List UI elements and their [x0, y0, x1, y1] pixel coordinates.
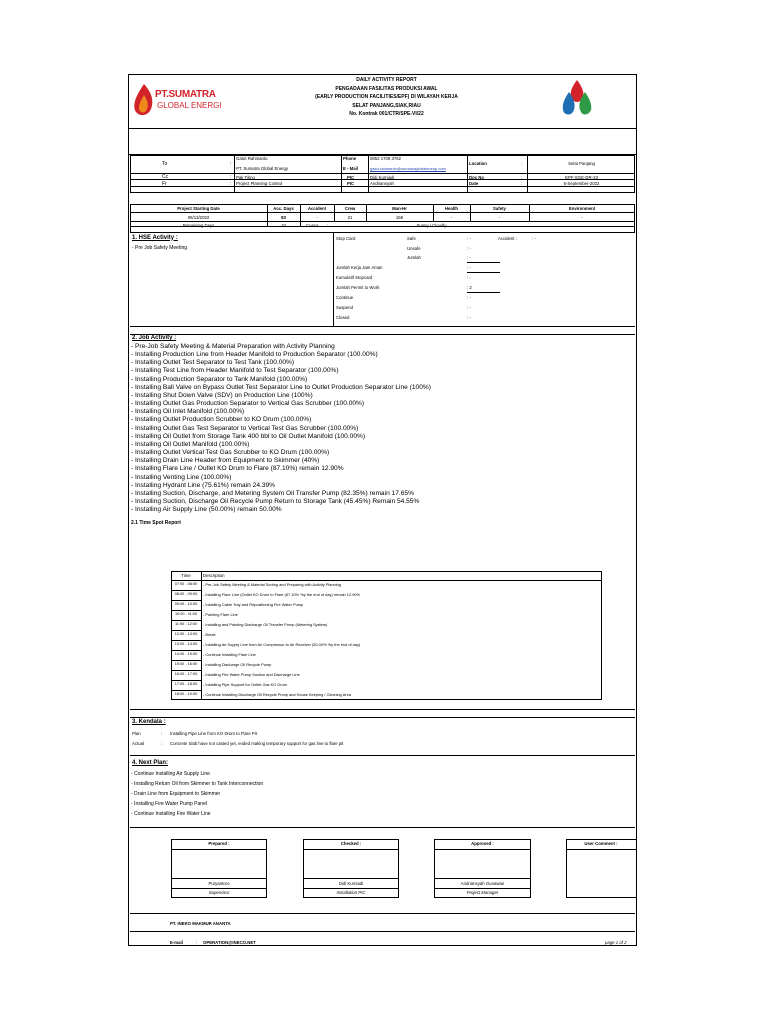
- job-item: - Installing Test Line from Header Manifold to Test Separator (100.00%): [131, 367, 339, 375]
- stats-header-safety: Safety: [493, 206, 506, 211]
- date-value: 5-September-2022: [563, 181, 600, 186]
- stats-header-crew: Crew: [344, 206, 356, 211]
- job-item: - Pre-Job Safety Meeting & Material Preparation with Activity Planning: [131, 343, 335, 350]
- stats-env: -: [581, 214, 583, 220]
- kumulatif-label: Kumulatif Stopcard: [336, 275, 373, 280]
- next-item: - Continue Installing Air Supply Line: [131, 771, 210, 777]
- checked-label: Checked :: [340, 841, 362, 846]
- report-subtitle-2: (EARLY PRODUCTION FACILITIES/EPF) DI WILAYAH KERJA: [315, 94, 458, 100]
- stats-header-accident: Accident: [307, 206, 327, 211]
- docno-colon: :: [521, 174, 523, 180]
- stats-accident: -: [316, 214, 318, 220]
- email-link[interactable]: gatot.rahmanto@sumatraglobalenergi.com: [370, 166, 446, 171]
- date-label: Date: [469, 181, 479, 186]
- flame-logo-icon: [132, 83, 156, 119]
- fr-value: Project Planning Control: [236, 181, 283, 186]
- actual-colon: :: [161, 741, 163, 746]
- report-title: DAILY ACTIVITY REPORT: [356, 77, 417, 83]
- footer-email-colon: :: [196, 940, 198, 945]
- checked-name: Didi Kurniadi: [338, 880, 364, 886]
- timespot-header-desc: Description: [203, 573, 225, 578]
- fr-colon: :: [230, 180, 232, 187]
- safe-value: : -: [467, 236, 471, 241]
- job-item: - Installing Venting Line (100.00%): [131, 473, 232, 481]
- jumlah-label: Jumlah: [407, 255, 421, 260]
- ptw-value: : 2: [467, 285, 472, 290]
- stats-acc: 83: [281, 214, 286, 220]
- jam-aman-value: : -: [467, 265, 471, 270]
- user-comment-box: [566, 839, 636, 898]
- stats-header-acc: Acc. Days: [273, 206, 294, 211]
- timespot-desc: - Break: [203, 632, 216, 638]
- suspend-label: Suspend: [336, 304, 353, 310]
- stats-header-manhr: Man-Hr: [392, 206, 407, 211]
- location-label: Location: [469, 161, 487, 166]
- stats-start: 08/13/2022: [187, 214, 210, 220]
- pic-value-2: Andriansyah: [370, 181, 394, 186]
- stats-safety: -: [498, 214, 501, 220]
- timespot-desc: - Continue Installing Discharge Oil Recycle Pump and House Keeping / Cleaning Area: [203, 692, 351, 698]
- job-item: - Installing Oil Inlet Manifold (100.00%): [131, 408, 245, 416]
- job-item: - Installing Hydrant Line (75.61%) remain 24.39%: [131, 481, 276, 489]
- job-item: - Installing Outlet Gas Production Separator to Vertical Gas Scrubber (100.00%): [131, 400, 365, 408]
- unsafe-label: Unsafe: [407, 246, 421, 251]
- timespot-time: 12:00 - 13:00: [174, 632, 198, 637]
- fr-label: Fr: [162, 180, 167, 187]
- stats-header-health: Health: [444, 206, 459, 211]
- to-name: Gatot Rahmanto: [236, 156, 268, 161]
- next-item: - Continue Installing Fire Water Line: [131, 811, 211, 818]
- footer-email-label: E-mail: [170, 940, 183, 945]
- timespot-desc: - Installing Pipe Support for Outlet Gas KO Drum: [203, 682, 287, 688]
- timespot-title: 2.1 Time Spot Report: [131, 520, 181, 526]
- job-item: - Installing Production Separator to Tank Manifold (100.00%): [131, 375, 308, 383]
- suspend-value: : -: [467, 304, 471, 310]
- drops-logo-icon: [560, 78, 594, 120]
- remaining-value: 10: [281, 222, 286, 228]
- timespot-desc: - Pre-Job Safety Meeting & Material Sorting and Preparing with Activity Planning: [203, 582, 341, 588]
- timespot-desc: - Installing Discharge Oil Recycle Pump: [203, 662, 272, 668]
- plan-colon: :: [161, 731, 163, 736]
- job-item: - Installing Air Supply Line (50.00%) remain 50.00%: [131, 506, 282, 514]
- remaining-label: Remaining Days: [182, 222, 215, 228]
- report-page: [128, 74, 637, 946]
- job-list: [131, 343, 431, 514]
- timespot-desc: - Installing and Painting Discharge Oil Transfer Pump (Metering System): [203, 622, 328, 628]
- hse-title: 1. HSE Activity :: [132, 234, 178, 241]
- location-value: Selat Panjang: [568, 161, 595, 166]
- timespot-table: [171, 571, 602, 700]
- approved-role: Project Manager: [466, 890, 499, 895]
- timespot-time: 17:00 - 18:00: [174, 682, 198, 687]
- docno-value: EPF-SGE-DR-23: [565, 174, 598, 180]
- cc-value: Pak Tikno: [236, 174, 255, 180]
- cuaca-value: Sunny / Cloudly: [416, 222, 447, 228]
- pic-label-1: PIC: [347, 174, 355, 180]
- jumlah-value: : -: [467, 255, 471, 260]
- jam-aman-label: Jumlah Kerja Jam Aman: [336, 265, 383, 270]
- job-item: - Installing Outlet Test Separator to Test Tank (100.00%): [131, 359, 295, 367]
- hse-item: - Pre Job Safety Meeting: [132, 245, 188, 251]
- plan-value: Installing Pipe Line from KO Drum to Flare Pit: [170, 731, 257, 736]
- prepared-name: Puryantoro: [208, 880, 230, 886]
- next-item: - Installing Fire Water Pump Panel: [131, 801, 207, 808]
- timespot-desc: - Installing Fire Water Pump Suction and Discharge Line: [203, 672, 300, 678]
- accident-label: Accident :: [498, 236, 517, 241]
- ptw-label: Jumlah Permit to Work: [336, 285, 380, 290]
- timespot-time: 09:00 - 10:00: [174, 602, 198, 607]
- job-item: - Installing Shut Down Valve (SDV) on Production Line (100%): [131, 391, 313, 399]
- job-item: - Installing Drain Line Header from Equipment to Skimmer (40%): [131, 457, 320, 465]
- timespot-time: 18:00 - 19:00: [174, 692, 198, 697]
- report-title-block: [259, 76, 514, 119]
- phone-label: Phone: [343, 156, 357, 161]
- email-label: E - Mail: [343, 166, 359, 171]
- actual-label: Actual: [132, 741, 144, 746]
- stats-header-start: Project Starting Date: [177, 206, 220, 211]
- stats-header-env: Environment: [568, 206, 596, 211]
- timespot-time: 10:00 - 11:00: [174, 612, 198, 617]
- to-company: PT. Sumatra Global Energy: [236, 166, 289, 171]
- approved-name: Andriansyah Gunawan: [460, 880, 505, 886]
- report-subtitle-3: SELAT PANJANG,SIAK,RIAU: [352, 102, 421, 109]
- prepared-role: Supervisor: [208, 890, 230, 895]
- continue-label: Continue: [336, 295, 354, 300]
- timespot-desc: - Installing Air Supply Line from Air Compressor to Air Receiver (50.00% *by the end of day): [203, 642, 361, 648]
- accident-value: : -: [532, 236, 536, 241]
- contract-number: No. Kontrak 001/CTR/SPE-VI/22: [349, 111, 424, 117]
- to-colon: :: [230, 161, 232, 167]
- job-item: - Installing Outlet Vertical Test Gas Scrubber to KO Drum (100.00%): [131, 449, 330, 457]
- job-item: - Installing Oil Outlet from Storage Tank 400 bbl to Oil Outlet Manifold (100.00%): [131, 432, 366, 440]
- footer-company: PT. INEKO MAKMUR ANANTA: [170, 921, 231, 926]
- safe-label: Safe: [407, 236, 416, 241]
- next-item: - Installing Return Oil from Skimmer to Tank Interconnection: [131, 781, 264, 788]
- job-item: - Installing Suction, Discharge Oil Recycle Pump Return to Storage Tank (45.45%) Remain 54.55%: [131, 497, 420, 505]
- continue-value: : -: [467, 295, 471, 300]
- page-number: page 1 of 2: [605, 940, 627, 945]
- timespot-time: 08:00 - 09:00: [174, 592, 198, 597]
- user-comment-label: User Comment :: [584, 841, 618, 846]
- pic-value-1: Didi Kurniadi: [370, 174, 395, 180]
- job-item: - Installing Ball Valve on Bypass Outlet Test Separator Line to Outlet Production Separator Line (100%): [131, 383, 431, 391]
- to-label: To: [162, 161, 168, 167]
- phone-value: 0852 1709 3762: [370, 156, 402, 161]
- stop-card-label: Stop Card: [336, 236, 356, 241]
- cuaca-colon: :: [327, 222, 329, 228]
- timespot-time: 15:00 - 16:00: [174, 662, 198, 667]
- job-item: - Installing Production Line from Header Manifold to Production Separator (100.00%): [131, 351, 378, 359]
- timespot-time: 13:00 - 14:00: [174, 642, 198, 647]
- stats-health: -: [450, 214, 453, 220]
- timespot-time: 11:00 - 12:00: [174, 622, 198, 627]
- actual-value: Concrete Slab have not casted yet, ended making temporary support for gas line to flare pit: [170, 741, 344, 746]
- job-title: 2. Job Activity :: [132, 335, 177, 341]
- approved-label: Approved :: [471, 841, 494, 846]
- location-colon: :: [521, 161, 523, 166]
- logo-subtitle: GLOBAL ENERGI: [157, 101, 222, 110]
- next-list: [131, 769, 263, 819]
- next-title: 4. Next Plan:: [132, 760, 169, 766]
- checked-role: Installation PIC: [336, 890, 366, 895]
- timespot-desc: - Painting Flare Line: [203, 612, 238, 618]
- footer-email-link[interactable]: OPERATION@INECO.NET: [203, 940, 256, 945]
- logo-brand: PT.SUMATRA: [155, 89, 216, 100]
- unsafe-value: : -: [467, 246, 471, 251]
- next-item: - Drain Line from Equipment to Skimmer: [131, 791, 221, 798]
- closed-label: Closed: [336, 314, 350, 320]
- job-item: - Installing Outlet Gas Test Separator to Vertical Test Gas Scrubber (100.00%): [131, 424, 359, 432]
- timespot-time: 07:00 - 08:00: [174, 582, 198, 587]
- stats-crew: 21: [347, 214, 353, 220]
- plan-label: Plan: [132, 731, 141, 736]
- kendala-title: 3. Kendala :: [132, 719, 166, 725]
- stats-manhr: 168: [395, 214, 404, 220]
- job-item: - Installing Oil Outlet Manifold (100.00%): [131, 440, 250, 448]
- prepared-label: Prepared :: [208, 841, 230, 846]
- timespot-desc: - Installing Cable Tray and Repositioning Fire Water Pump: [203, 602, 304, 608]
- cc-label: Cc: [162, 174, 169, 180]
- cc-colon: :: [230, 174, 232, 180]
- company-logo: [132, 81, 232, 121]
- job-item: - Installing Outlet Production Scrubber to KO Drum (100.00%): [131, 416, 312, 424]
- timespot-desc: - Installing Flare Line (Outlet KO Drum to Flare (87.10% *by the end of day) remain 12.90%: [203, 592, 360, 598]
- closed-value: : -: [467, 314, 471, 320]
- kumulatif-value: : -: [467, 275, 471, 280]
- docno-label: Doc No: [469, 174, 485, 180]
- timespot-header-time: Time: [181, 573, 191, 578]
- timespot-time: 16:00 - 17:00: [174, 672, 198, 677]
- date-colon: :: [521, 181, 523, 186]
- timespot-time: 14:00 - 15:00: [174, 652, 198, 657]
- cuaca-label: Cuaca: [306, 222, 319, 228]
- job-item: - Installing Suction, Discharge, and Metering System Oil Transfer Pump (82.35%) remain 17.65%: [131, 489, 414, 497]
- job-item: - Installing Flare Line / Outlet KO Drum to Flare (87.10%) remain 12.90%: [131, 465, 344, 473]
- report-subtitle-1: PENGADAAN FASILITAS PRODUKSI AWAL: [335, 85, 438, 92]
- pic-label-2: PIC: [347, 181, 355, 186]
- timespot-desc: - Continue Installing Flare Line: [203, 652, 256, 658]
